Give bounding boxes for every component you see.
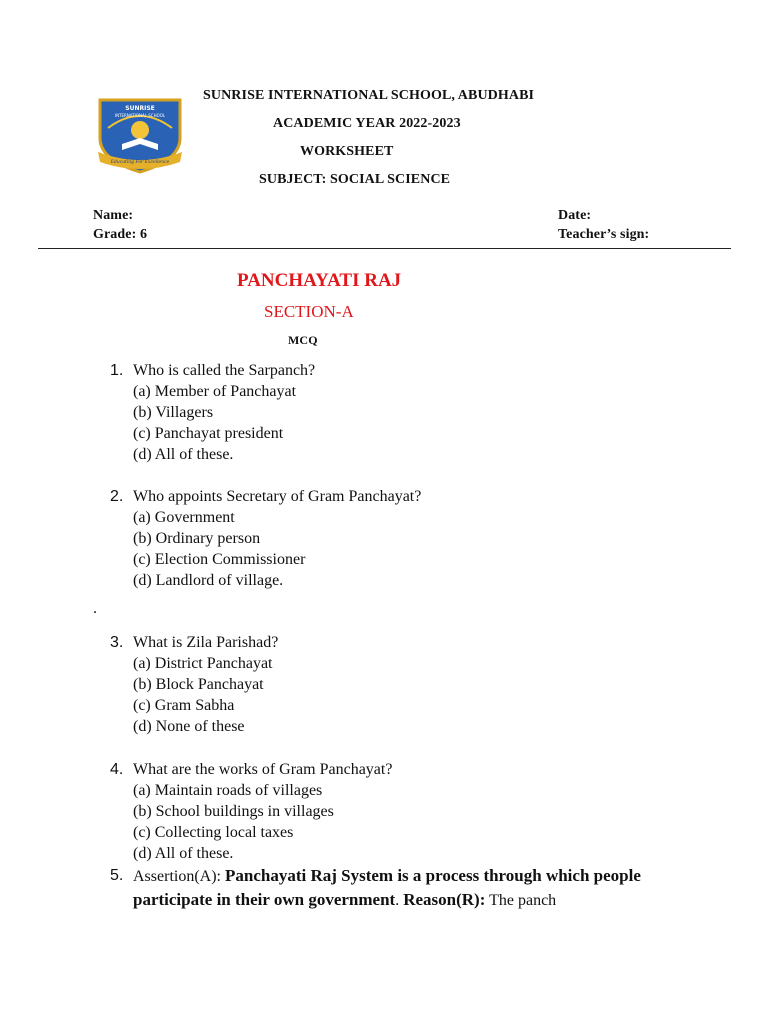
option-b: (b) Villagers [133, 404, 214, 421]
reason-text: The panch [485, 892, 557, 909]
teacher-sign-field: Teacher’s sign: [558, 227, 650, 242]
question-3 [110, 632, 730, 737]
option-b: (b) Block Panchayat [133, 676, 264, 693]
academic-year: ACADEMIC YEAR 2022-2023 [273, 116, 461, 131]
svg-text:SUNRISE: SUNRISE [125, 105, 155, 112]
question-text: What are the works of Gram Panchayat? [133, 761, 393, 778]
question-2 [110, 486, 730, 591]
option-b: (b) School buildings in villages [133, 803, 334, 820]
question-4 [110, 759, 730, 864]
question-number: 1. [110, 362, 124, 379]
question-text: What is Zila Parishad? [133, 634, 279, 651]
assertion-text: Panchayati Raj System is a process through which people participate in their own government [133, 866, 641, 909]
option-d: (d) All of these. [133, 845, 234, 862]
option-d: (d) Landlord of village. [133, 572, 284, 589]
option-a: (a) Government [133, 509, 235, 526]
question-number: 3. [110, 634, 124, 651]
option-c: (c) Panchayat president [133, 425, 284, 442]
reason-label: Reason(R): [403, 890, 486, 909]
subject: SUBJECT: SOCIAL SCIENCE [259, 172, 451, 187]
question-5 [110, 864, 670, 912]
question-text: Who is called the Sarpanch? [133, 362, 316, 379]
grade-field: Grade: 6 [93, 227, 148, 242]
question-number: 5. [110, 867, 124, 884]
date-field: Date: [558, 208, 592, 223]
option-b: (b) Ordinary person [133, 530, 261, 547]
header-divider [38, 248, 731, 249]
question-1 [110, 360, 730, 465]
worksheet-title: PANCHAYATI RAJ [237, 270, 402, 291]
svg-text:Educating For Excellence: Educating For Excellence [110, 160, 170, 165]
name-field: Name: [93, 208, 134, 223]
option-a: (a) Member of Panchayat [133, 383, 297, 400]
school-name: SUNRISE INTERNATIONAL SCHOOL, ABUDHABI [203, 88, 535, 103]
assertion-period: . [395, 892, 404, 909]
section-title: SECTION-A [264, 302, 354, 321]
option-a: (a) District Panchayat [133, 655, 273, 672]
svg-text:INTERNATIONAL SCHOOL: INTERNATIONAL SCHOOL [114, 113, 166, 118]
option-d: (d) All of these. [133, 446, 234, 463]
option-a: (a) Maintain roads of villages [133, 782, 323, 799]
option-c: (c) Gram Sabha [133, 697, 235, 714]
question-text: Who appoints Secretary of Gram Panchayat? [133, 488, 422, 505]
question-number: 4. [110, 761, 124, 778]
school-logo [94, 94, 186, 174]
option-c: (c) Election Commissioner [133, 551, 306, 568]
stray-period: . [93, 600, 97, 617]
question-type: MCQ [288, 333, 318, 347]
assertion-label: Assertion(A): [133, 868, 225, 885]
option-c: (c) Collecting local taxes [133, 824, 294, 841]
option-d: (d) None of these [133, 718, 245, 735]
question-number: 2. [110, 488, 124, 505]
document-type: WORKSHEET [300, 144, 394, 159]
